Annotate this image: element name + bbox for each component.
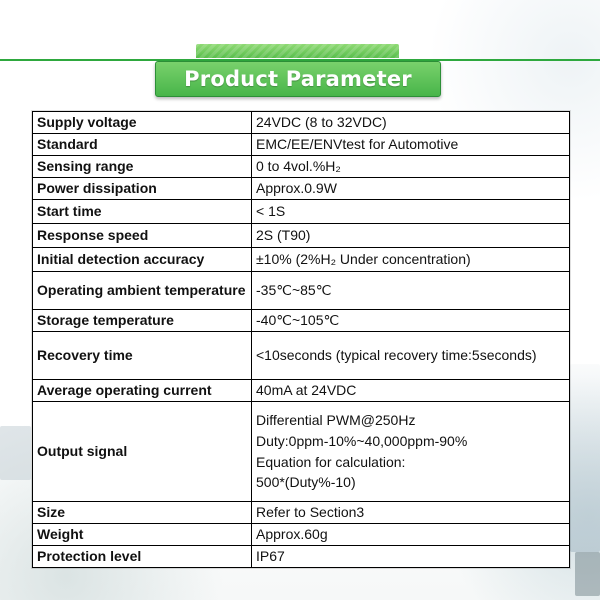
table-row <box>33 524 570 546</box>
parameter-value <box>252 502 570 524</box>
parameter-value <box>252 178 570 200</box>
parameter-label: Supply voltage <box>33 112 252 134</box>
parameter-value <box>252 112 570 134</box>
table-row <box>33 546 570 568</box>
parameter-value <box>252 402 570 502</box>
parameter-label: Power dissipation <box>33 178 252 200</box>
parameter-value-line: <10seconds (typical recovery time:5seconds) <box>256 347 537 364</box>
parameter-value <box>252 380 570 402</box>
table-row <box>33 310 570 332</box>
parameter-value-line: Equation for calculation: <box>256 453 406 470</box>
table-row <box>33 134 570 156</box>
parameter-value-line: Duty:0ppm-10%~40,000ppm-90% <box>256 432 468 449</box>
table-row <box>33 156 570 178</box>
parameter-label: Response speed <box>33 224 252 248</box>
background-photo-right <box>570 364 600 552</box>
parameter-value-line: 24VDC (8 to 32VDC) <box>256 114 387 131</box>
title-banner <box>155 61 441 97</box>
parameter-label: Standard <box>33 134 252 156</box>
parameter-table-wrap <box>32 111 570 568</box>
parameter-value-line: -35℃~85℃ <box>256 282 332 299</box>
parameter-value <box>252 134 570 156</box>
parameter-value-line: EMC/EE/ENVtest for Automotive <box>256 136 459 153</box>
parameter-value <box>252 200 570 224</box>
parameter-label: Initial detection accuracy <box>33 248 252 272</box>
background-photo-left <box>0 426 31 480</box>
parameter-value-line: < 1S <box>256 203 286 220</box>
parameter-label: Output signal <box>33 402 252 502</box>
parameter-label: Storage temperature <box>33 310 252 332</box>
table-row <box>33 112 570 134</box>
parameter-value <box>252 310 570 332</box>
table-row <box>33 248 570 272</box>
parameter-label: Average operating current <box>33 380 252 402</box>
parameter-table <box>32 111 570 568</box>
parameter-value-line: IP67 <box>256 548 285 565</box>
parameter-value-line: Approx.60g <box>256 526 328 543</box>
parameter-label: Sensing range <box>33 156 252 178</box>
table-row <box>33 380 570 402</box>
parameter-label: Protection level <box>33 546 252 568</box>
parameter-label: Weight <box>33 524 252 546</box>
parameter-value <box>252 332 570 380</box>
parameter-value-line: ±10% (2%H₂ Under concentration) <box>256 251 471 268</box>
parameter-label: Start time <box>33 200 252 224</box>
parameter-value-line: Differential PWM@250Hz <box>256 412 416 429</box>
table-row <box>33 502 570 524</box>
parameter-value-line: Approx.0.9W <box>256 180 337 197</box>
table-row <box>33 402 570 502</box>
table-row <box>33 332 570 380</box>
parameter-value-line: Refer to Section3 <box>256 504 365 521</box>
parameter-label: Recovery time <box>33 332 252 380</box>
table-row <box>33 178 570 200</box>
parameter-value-line: 2S (T90) <box>256 227 311 244</box>
parameter-value <box>252 546 570 568</box>
parameter-value-line: 0 to 4vol.%H₂ <box>256 158 341 175</box>
parameter-value <box>252 224 570 248</box>
parameter-value-line: 40mA at 24VDC <box>256 382 357 399</box>
table-row <box>33 200 570 224</box>
banner-top-strip <box>196 44 399 58</box>
parameter-value <box>252 272 570 310</box>
table-row <box>33 272 570 310</box>
parameter-label: Operating ambient temperature <box>33 272 252 310</box>
parameter-label: Size <box>33 502 252 524</box>
parameter-value-line: -40℃~105℃ <box>256 312 340 329</box>
parameter-value <box>252 524 570 546</box>
table-row <box>33 224 570 248</box>
page-title: Product Parameter <box>184 67 412 91</box>
background-photo-bottom-right <box>575 552 600 596</box>
parameter-value <box>252 156 570 178</box>
parameter-value-line: 500*(Duty%-10) <box>256 474 356 491</box>
parameter-value <box>252 248 570 272</box>
